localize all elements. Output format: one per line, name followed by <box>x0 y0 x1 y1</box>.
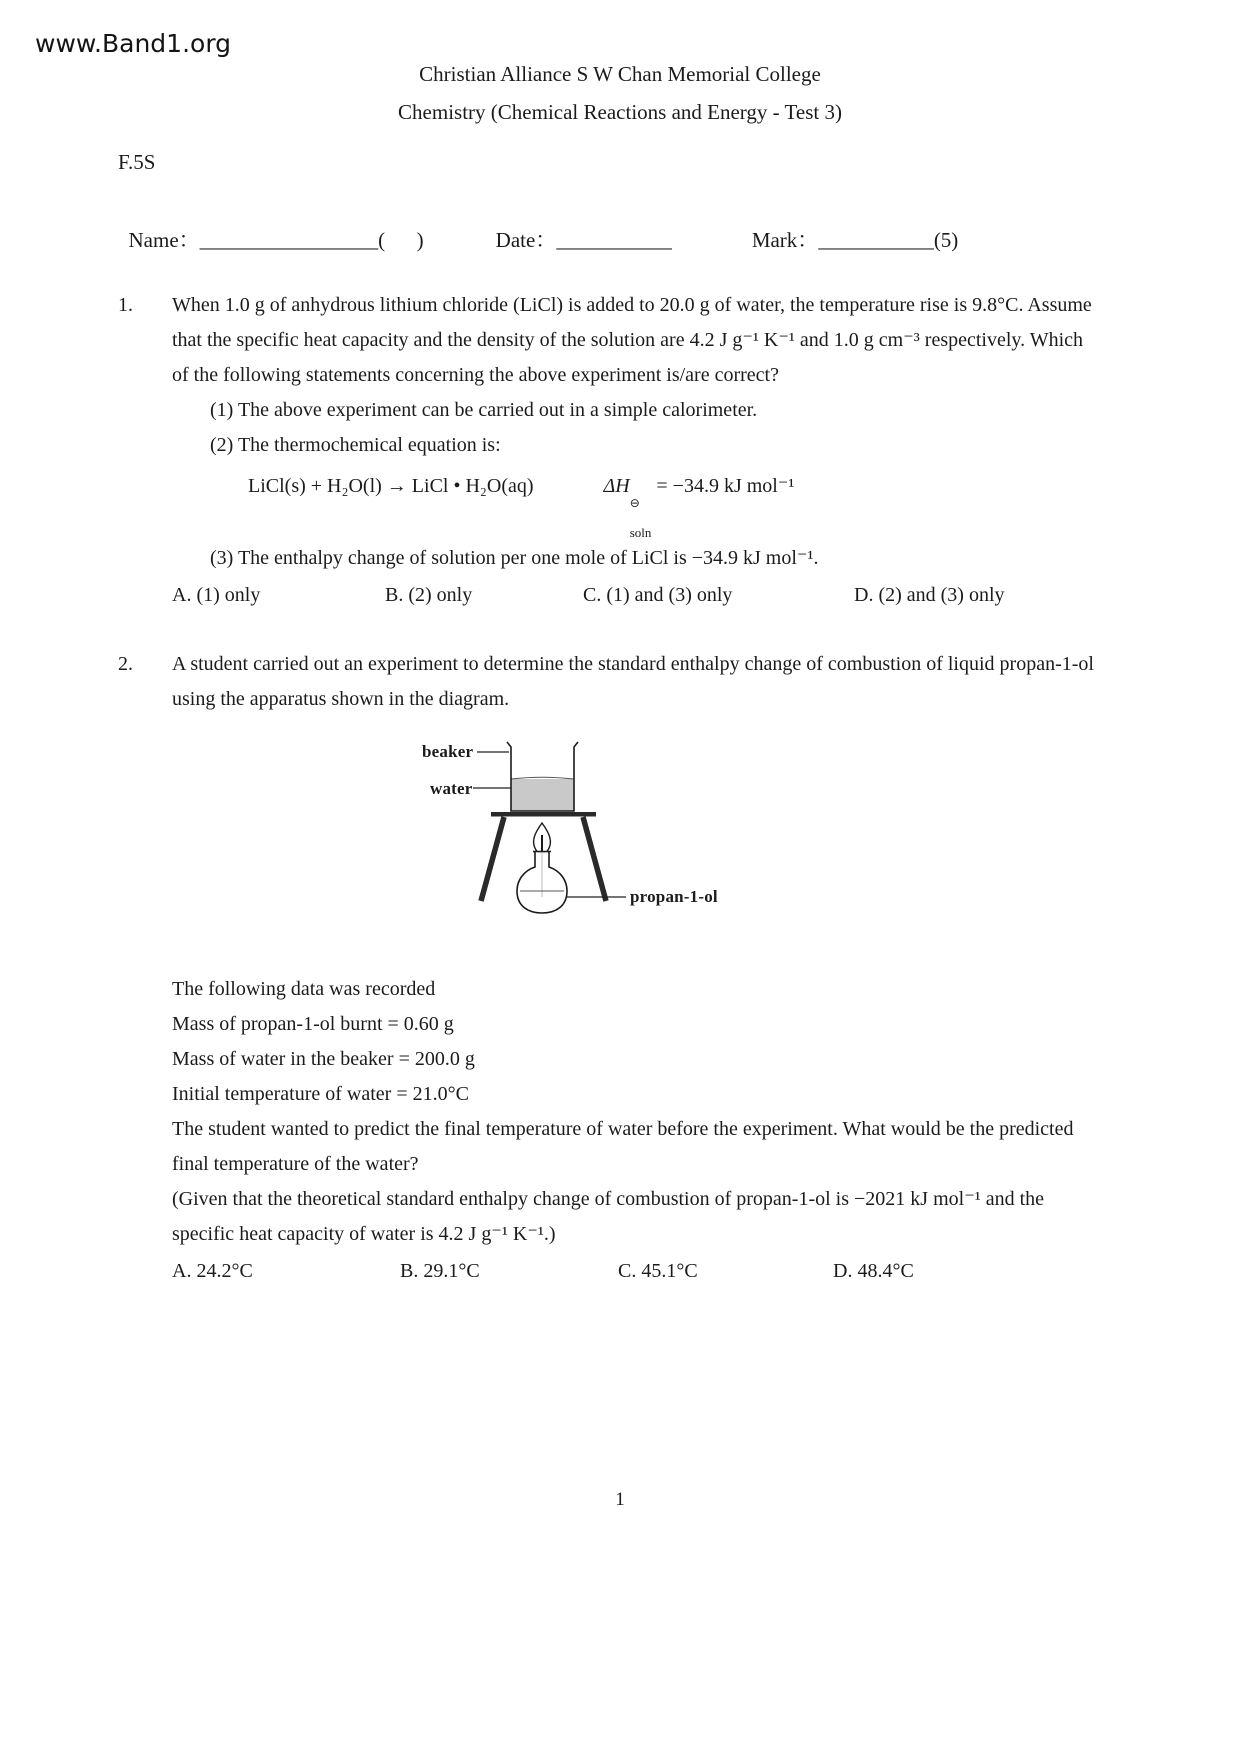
beaker-label: beaker <box>422 742 474 761</box>
mark-blank: ___________ <box>818 228 934 252</box>
date-label: Date： <box>495 228 557 252</box>
option-b: B. (2) only <box>385 584 473 606</box>
data-intro: The following data was recorded <box>172 978 436 1000</box>
mark-total: (5) <box>933 228 959 252</box>
question-1-statement-3: (3) The enthalpy change of solution per one mole of LiCl is −34.9 kJ mol⁻¹. <box>210 547 819 569</box>
school-name: Christian Alliance S W Chan Memorial College <box>419 62 821 86</box>
stand-left-leg <box>481 817 504 901</box>
question-1-statement-2: (2) The thermochemical equation is: <box>210 434 501 456</box>
option-a: A. (1) only <box>172 584 261 606</box>
option-a: A. 24.2°C <box>172 1260 253 1282</box>
data-line-initial-temp: Initial temperature of water = 21.0°C <box>172 1083 469 1105</box>
data-line-mass-fuel: Mass of propan-1-ol burnt = 0.60 g <box>172 1013 454 1035</box>
stand-right-leg <box>583 817 606 901</box>
option-d: D. 48.4°C <box>833 1260 914 1282</box>
question-1 <box>118 288 1240 613</box>
thermochemical-equation <box>248 469 1102 539</box>
equation-left: LiCl(s) + H₂O(l) → LiCl • H₂O(aq) <box>248 475 534 497</box>
delta-h-symbol: ΔH <box>603 475 630 497</box>
question-1-stem: When 1.0 g of anhydrous lithium chloride (LiCl) is added to 20.0 g of water, the temperature rise is 9.8°C. Assume that the specific heat capacity and the density of the solution are 4.2 J g⁻¹ K⁻¹ and 1.0 g cm⁻³ respectively. Which of the following statements concerning the above experiment is/are correct? <box>172 294 1092 386</box>
option-c: C. 45.1°C <box>618 1260 698 1282</box>
enthalpy-term <box>604 469 795 539</box>
standard-state-icon: ⊖ <box>629 496 640 510</box>
equation-value: = −34.9 kJ mol⁻¹ <box>651 475 795 497</box>
apparatus-drawing <box>420 739 720 954</box>
standard-state-stack <box>630 497 652 539</box>
name-label: Name： <box>128 228 200 252</box>
option-d: D. (2) and (3) only <box>854 584 1005 606</box>
option-c: C. (1) and (3) only <box>583 584 733 606</box>
name-paren: ( ) <box>378 228 424 252</box>
stand-plate-shape <box>491 812 596 817</box>
paper-title: Chemistry (Chemical Reactions and Energy - Test 3) <box>398 100 842 124</box>
question-1-options <box>172 578 1102 613</box>
paper-header <box>0 0 1240 131</box>
propan-1-ol-label: propan-1-ol <box>630 887 718 906</box>
question-2-given: (Given that the theoretical standard enthalpy change of combustion of propan-1-ol is −2021 kJ mol⁻¹ and the specific heat capacity of water is 4.2 J g⁻¹ K⁻¹.) <box>172 1188 1045 1245</box>
site-watermark: www.Band1.org <box>35 29 232 58</box>
name-blank: _________________ <box>199 228 379 252</box>
data-line-mass-water: Mass of water in the beaker = 200.0 g <box>172 1048 475 1070</box>
question-2-number: 2. <box>118 653 133 675</box>
question-2-stem: A student carried out an experiment to determine the standard enthalpy change of combustion of liquid propan-1-ol using the apparatus shown in the diagram. <box>172 653 1094 710</box>
question-2-prompt: The student wanted to predict the final temperature of water before the experiment. What would be the predicted final temperature of the water? <box>172 1118 1074 1175</box>
water-shape <box>512 779 574 811</box>
option-b: B. 29.1°C <box>400 1260 480 1282</box>
date-blank: ___________ <box>556 228 672 252</box>
question-1-statement-1: (1) The above experiment can be carried out in a simple calorimeter. <box>210 399 758 421</box>
water-label: water <box>430 779 473 798</box>
question-1-number: 1. <box>118 294 133 316</box>
question-2-options <box>172 1254 1102 1289</box>
question-2 <box>118 647 1240 1289</box>
spirit-lamp-shape <box>517 852 567 913</box>
soln-subscript: soln <box>629 525 652 540</box>
page-number: 1 <box>615 1489 625 1510</box>
water-surface-line <box>512 777 574 779</box>
student-info-row <box>118 188 1240 258</box>
apparatus-diagram <box>420 739 720 954</box>
class-label: F.5S <box>118 150 156 174</box>
mark-label: Mark： <box>751 228 819 252</box>
